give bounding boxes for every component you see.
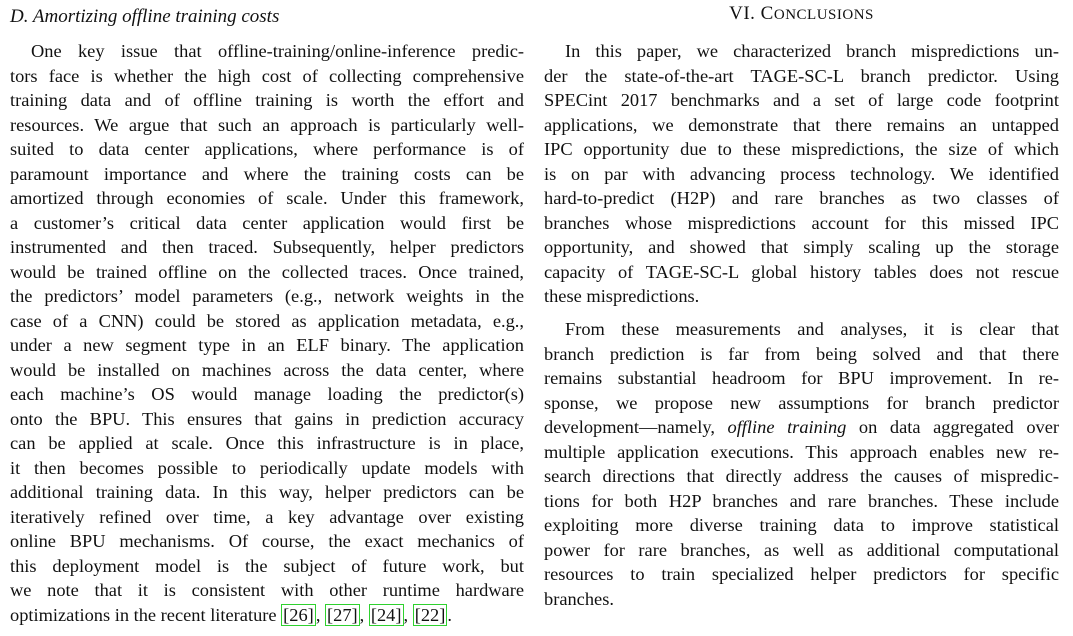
text-line: der the state-of-the-art TAGE-SC-L branch predictor. Using bbox=[544, 65, 1059, 86]
text-line: onto the BPU. This ensures that gains in prediction accuracy bbox=[10, 408, 524, 429]
text-line: exploiting more diverse training data to improve statistical bbox=[544, 515, 1059, 535]
text-line: multiple application executions. This approach enables new re- bbox=[544, 441, 1059, 462]
text-line: can be applied at scale. Once this infrastructure is in place, bbox=[10, 433, 524, 453]
text-line: IPC opportunity due to these mispredictions, the size of which bbox=[544, 139, 1059, 159]
text-line: paramount importance and where the training costs can be bbox=[10, 163, 524, 184]
text-line: case of a CNN) could be stored as application metadata, e.g., bbox=[10, 310, 524, 331]
emphasized-term: offline training bbox=[727, 417, 847, 437]
citation-separator: , bbox=[359, 604, 369, 625]
text-line: branches. bbox=[544, 588, 614, 609]
text-line: the predictors’ model parameters (e.g., network weights in the bbox=[10, 286, 524, 306]
text-line: sponse, we propose new assumptions for branch predictor bbox=[544, 392, 1059, 413]
citation-separator: , bbox=[403, 604, 413, 625]
text-line: each machine’s OS would manage loading the predictor(s) bbox=[10, 384, 524, 404]
citation-link[interactable]: [24] bbox=[370, 604, 402, 625]
citation-link[interactable]: [27] bbox=[327, 604, 358, 625]
text-line: In this paper, we characterized branch mispredictions un- bbox=[565, 41, 1059, 61]
text-line: under a new segment type in an ELF binary. The application bbox=[10, 335, 524, 355]
paragraph-conclusions-1 bbox=[544, 39, 1059, 309]
text-line: opportunity, and showed that simply scaling up the storage bbox=[544, 237, 1059, 257]
text-line: amortized through economies of scale. Under this framework, bbox=[10, 188, 524, 208]
text-line: is on par with advancing process technology. We identified bbox=[544, 163, 1059, 184]
text-line: suited to data center applications, where performance is of bbox=[10, 139, 524, 159]
text-line: branches whose mispredictions account for this missed IPC bbox=[544, 212, 1059, 233]
text-line: these mispredictions. bbox=[544, 286, 700, 306]
text-line: training data and of offline training is worth the effort and bbox=[10, 90, 524, 110]
text-line: would be trained offline on the collected traces. Once trained, bbox=[10, 261, 524, 282]
text-line: instrumented and then traced. Subsequently, helper predictors bbox=[10, 237, 524, 257]
text-line: would be installed on machines across the data center, where bbox=[10, 359, 524, 380]
text-line: remains substantial headroom for BPU improvement. In re- bbox=[544, 368, 1059, 388]
heading-smallcaps: ONCLUSIONS bbox=[773, 7, 874, 23]
heading-numeral: VI. bbox=[729, 3, 761, 24]
text-line: One key issue that offline-training/online-inference predic- bbox=[31, 41, 524, 61]
text-line: capacity of TAGE-SC-L global history tables does not rescue bbox=[544, 261, 1059, 282]
text-line: applications, we demonstrate that there remains an untapped bbox=[544, 114, 1059, 135]
text-line: hard-to-predict (H2P) and rare branches as two classes of bbox=[544, 188, 1059, 208]
text-line: a customer’s critical data center application would first be bbox=[10, 212, 524, 233]
line-suffix: on data aggregated over bbox=[846, 417, 1060, 437]
text-line: additional training data. In this way, helper predictors can be bbox=[10, 482, 524, 502]
citation-link[interactable]: [26] bbox=[283, 604, 314, 625]
text-line: search directions that directly address the causes of mispredic- bbox=[544, 466, 1059, 486]
text-line: online BPU mechanisms. Of course, the exact mechanics of bbox=[10, 531, 524, 551]
citation-separator: , bbox=[315, 604, 326, 625]
text-line bbox=[544, 415, 1059, 440]
text-line: this deployment model is the subject of future work, but bbox=[10, 555, 524, 576]
section-heading-amortizing: D. Amortizing offline training costs bbox=[10, 6, 280, 27]
text-line: From these measurements and analyses, it is clear that bbox=[565, 319, 1059, 339]
text-line: resources. We argue that such an approach is particularly well- bbox=[10, 114, 524, 135]
text-line: branch prediction is far from being solved and that there bbox=[544, 343, 1059, 364]
section-heading-conclusions bbox=[544, 3, 1059, 26]
text-line: tions for both H2P branches and rare branches. These include bbox=[544, 490, 1059, 511]
final-line-text: optimizations in the recent literature bbox=[10, 604, 282, 625]
heading-initial: C bbox=[760, 3, 774, 24]
paragraph-conclusions-2 bbox=[544, 317, 1059, 611]
text-line: power for rare branches, as well as additional computational bbox=[544, 539, 1059, 560]
text-line: tors face is whether the high cost of collecting comprehensive bbox=[10, 65, 524, 86]
line-prefix: development—namely, bbox=[544, 417, 728, 437]
text-line: it then becomes possible to periodically update models with bbox=[10, 457, 524, 478]
paragraph-amortizing bbox=[10, 39, 524, 627]
text-line bbox=[10, 603, 524, 628]
text-line: SPECint 2017 benchmarks and a set of large code footprint bbox=[544, 90, 1059, 110]
text-line: resources to train specialized helper predictors for specific bbox=[544, 564, 1059, 584]
final-line-period: . bbox=[447, 604, 452, 625]
text-line: we note that it is consistent with other runtime hardware bbox=[10, 580, 524, 600]
citation-link[interactable]: [22] bbox=[414, 604, 446, 625]
text-line: iteratively refined over time, a key advantage over existing bbox=[10, 506, 524, 527]
